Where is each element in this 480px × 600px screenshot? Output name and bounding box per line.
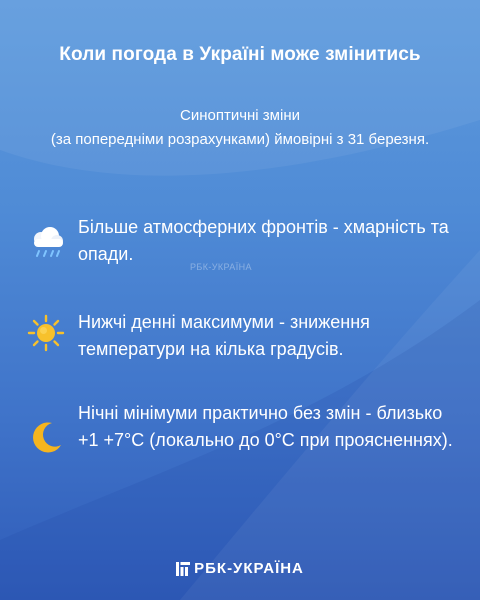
subtitle-line-1: Синоптичні зміни: [180, 107, 300, 124]
crescent-moon-icon: [26, 418, 66, 458]
logo-mark-icon: [176, 562, 190, 576]
forecast-text-daytime: Нижчі денні максимуми - зниження температури на кілька градусів.: [78, 312, 370, 359]
forecast-text-fronts: Більше атмосферних фронтів - хмарність та опади.: [78, 217, 449, 264]
cloud-rain-icon: [26, 222, 66, 262]
logo-text: РБК-УКРАЇНА: [194, 560, 304, 577]
subtitle-line-2: (за попередніми розрахунками) ймовірні з 31 березня.: [50, 131, 430, 148]
forecast-text-nighttime: Нічні мінімуми практично без змін - близько +1 +7°C (локально до 0°C при проясненнях).: [78, 403, 453, 450]
brand-logo: [0, 560, 480, 577]
forecast-item-fronts: [26, 214, 460, 268]
sun-icon: [26, 313, 66, 353]
forecast-item-daytime: [26, 309, 460, 363]
page-title: Коли погода в Україні може змінитись: [59, 44, 421, 65]
subtitle: [10, 104, 470, 152]
watermark: РБК-УКРАЇНА: [190, 262, 252, 272]
forecast-item-nighttime: [26, 400, 460, 458]
